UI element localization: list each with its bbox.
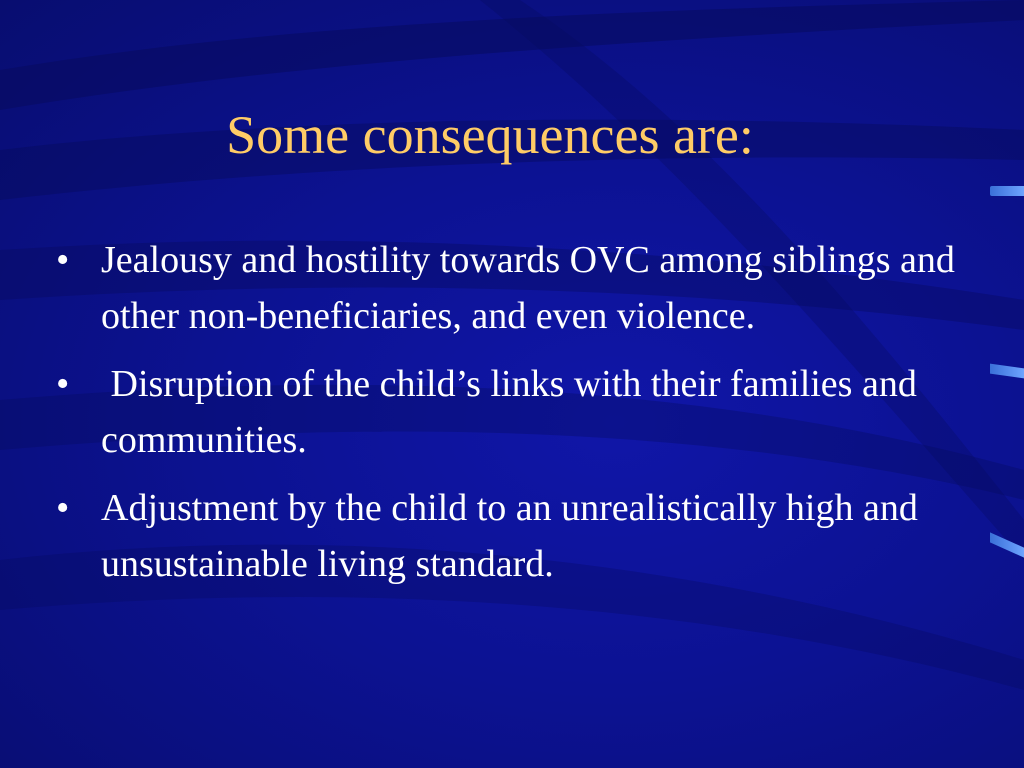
bullet-icon: • (56, 363, 70, 405)
bullet-icon: • (56, 487, 70, 529)
bullet-icon: • (56, 239, 70, 281)
bullet-text: Disruption of the child’s links with their families and communities. (101, 363, 927, 461)
slide-title: Some consequences are: (226, 105, 754, 165)
accent-stripe-top (990, 186, 1024, 196)
bullet-text: Jealousy and hostility towards OVC among siblings and other non-beneficiaries, and even violence. (101, 239, 955, 337)
bullet-item-disruption (56, 356, 956, 468)
bullet-item-adjustment (56, 480, 956, 592)
bullet-text: Adjustment by the child to an unrealistically high and unsustainable living standard. (101, 487, 918, 585)
bullet-list (56, 232, 956, 604)
bullet-item-jealousy (56, 232, 956, 344)
